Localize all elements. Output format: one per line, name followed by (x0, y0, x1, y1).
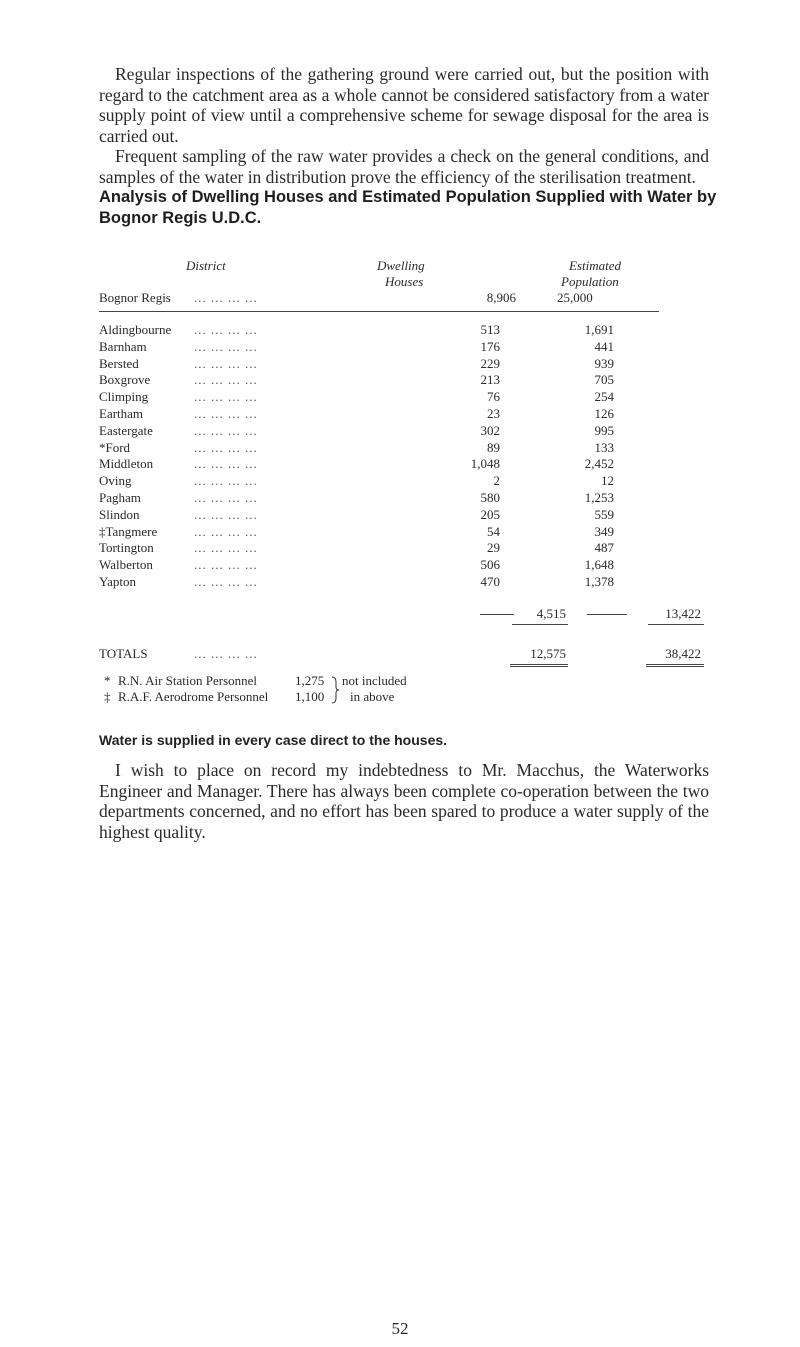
district-population: 559 (594, 507, 614, 522)
district-population: 1,253 (584, 490, 614, 505)
totals-label: TOTALS (99, 646, 148, 661)
district-population: 349 (594, 524, 614, 539)
column-header-dwelling-line1: Dwelling (377, 258, 425, 273)
houses-subtotal-dash (480, 614, 514, 615)
district-houses: 205 (480, 507, 500, 522)
district-houses: 580 (480, 490, 500, 505)
leader-dots: ... ... ... ... (194, 440, 258, 455)
column-header-population-line2: Population (561, 274, 619, 289)
footnote-ford-value: 1,275 (295, 673, 325, 688)
district-population: 1,691 (584, 322, 614, 337)
paragraph-sampling: Frequent sampling of the raw water provides a check on the general conditions, and samples of the water in distribution prove the efficiency of the sterilisation treatment. (99, 146, 709, 187)
district-name: Slindon (99, 507, 140, 522)
district-population: 12 (601, 473, 614, 488)
population-subtotal: 13,422 (665, 606, 701, 621)
district-population: 1,378 (584, 574, 614, 589)
district-houses: 2 (493, 473, 500, 488)
district-name: *Ford (99, 440, 131, 455)
population-subtotal-dash (587, 614, 627, 615)
column-header-district: District (186, 258, 226, 273)
district-houses: 176 (480, 339, 500, 354)
header-rule (99, 311, 659, 312)
district-houses: 89 (487, 440, 500, 455)
footnote-ford-marker: * (104, 673, 111, 688)
total-population: 38,422 (665, 646, 701, 661)
district-population: 133 (594, 440, 614, 455)
district-name: Boxgrove (99, 372, 151, 387)
leader-dots: ... ... ... ... (194, 540, 258, 555)
district-houses: 1,048 (470, 456, 500, 471)
footnote-brace-text-1: not included (342, 673, 407, 688)
leader-dots: ... ... ... ... (194, 406, 258, 421)
total-houses: 12,575 (530, 646, 566, 661)
district-name: Eartham (99, 406, 144, 421)
leader-dots: ... ... ... ... (194, 339, 258, 354)
leader-dots: ... ... ... ... (194, 389, 258, 404)
leader-dots: ... ... ... ... (194, 356, 258, 371)
bognor-regis-label: Bognor Regis (99, 290, 171, 305)
supply-note: Water is supplied in every case direct to the houses. (99, 732, 448, 748)
district-population: 995 (594, 423, 614, 438)
district-houses: 506 (480, 557, 500, 572)
district-houses: 23 (487, 406, 500, 421)
district-population: 487 (594, 540, 614, 555)
leader-dots: ... ... ... ... (194, 490, 258, 505)
houses-subtotal: 4,515 (536, 606, 566, 621)
district-population: 254 (594, 389, 614, 404)
total-population-double-rule (646, 664, 704, 667)
footnote-brace-text-2: in above (350, 689, 395, 704)
leader-dots: ... ... ... ... (194, 557, 258, 572)
district-houses: 302 (480, 423, 500, 438)
district-population: 2,452 (584, 456, 614, 471)
district-name: Tortington (99, 540, 154, 555)
district-houses: 229 (480, 356, 500, 371)
district-houses: 76 (487, 389, 500, 404)
leader-dots: ... ... ... ... (194, 423, 258, 438)
column-header-dwelling-line2: Houses (385, 274, 424, 289)
district-name: Climping (99, 389, 149, 404)
district-houses: 213 (480, 372, 500, 387)
leader-dots: ... ... ... ... (194, 456, 258, 471)
leader-dots: ... ... ... ... (194, 524, 258, 539)
district-population: 441 (594, 339, 614, 354)
page-number: 52 (391, 1319, 409, 1338)
bognor-regis-population: 25,000 (557, 290, 593, 305)
leader-dots: ... ... ... ... (194, 574, 258, 589)
houses-subtotal-rule (512, 624, 568, 625)
district-population: 705 (594, 372, 614, 387)
district-name: ‡Tangmere (99, 524, 158, 539)
district-population: 939 (594, 356, 614, 371)
district-name: Eastergate (99, 423, 153, 438)
district-houses: 513 (480, 322, 500, 337)
district-name: Aldingbourne (99, 322, 172, 337)
district-name: Bersted (99, 356, 139, 371)
district-population: 126 (594, 406, 614, 421)
district-population: 1,648 (584, 557, 614, 572)
district-name: Yapton (99, 574, 136, 589)
district-houses: 29 (487, 540, 500, 555)
paragraph-acknowledgement: I wish to place on record my indebtedness to Mr. Macchus, the Waterworks Engineer and Manager. There has always been complete co-operation between the two departments concerned, and no effort has been spared to produce a water supply of the highest quality. (99, 760, 709, 842)
district-name: Middleton (99, 456, 154, 471)
district-name: Barnham (99, 339, 147, 354)
footnote-tangmere-label: R.A.F. Aerodrome Personnel (118, 689, 269, 704)
bognor-regis-leader-dots: ... ... ... ... (194, 290, 258, 305)
paragraph-catchment: Regular inspections of the gathering ground were carried out, but the position with regard to the catchment area as a whole cannot be considered satisfactory from a water supply point of view until a comprehensive scheme for sewage disposal for the area is carried out. (99, 64, 709, 146)
district-name: Pagham (99, 490, 141, 505)
population-subtotal-rule (648, 624, 704, 625)
leader-dots: ... ... ... ... (194, 507, 258, 522)
district-houses: 54 (487, 524, 500, 539)
brace-icon (330, 676, 340, 704)
district-name: Oving (99, 473, 132, 488)
table-heading: Analysis of Dwelling Houses and Estimated Population Supplied with Water by Bognor Regis U.D.C. (99, 188, 717, 227)
bognor-regis-houses: 8,906 (486, 290, 516, 305)
totals-leader-dots: ... ... ... ... (194, 646, 258, 661)
leader-dots: ... ... ... ... (194, 372, 258, 387)
district-name: Walberton (99, 557, 153, 572)
total-houses-double-rule (510, 664, 568, 667)
leader-dots: ... ... ... ... (194, 473, 258, 488)
district-houses: 470 (480, 574, 500, 589)
leader-dots: ... ... ... ... (194, 322, 258, 337)
footnote-tangmere-value: 1,100 (295, 689, 325, 704)
footnote-ford-label: R.N. Air Station Personnel (118, 673, 258, 688)
footnote-tangmere-marker: ‡ (104, 689, 111, 704)
column-header-population-line1: Estimated (569, 258, 621, 273)
